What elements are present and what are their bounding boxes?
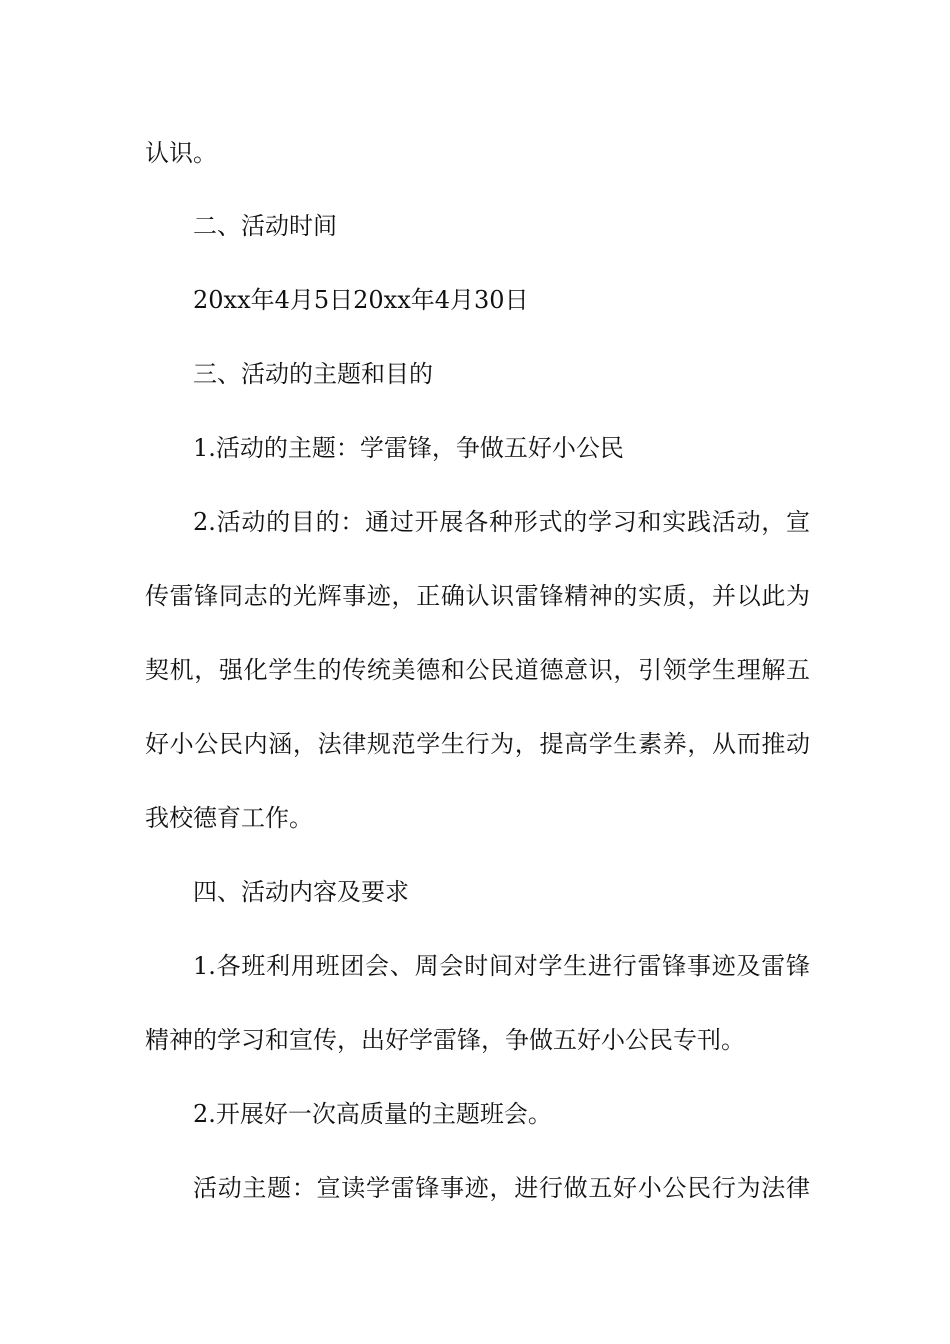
paragraph-line: 2.活动的目的：通过开展各种形式的学习和实践活动，宣 xyxy=(193,508,810,536)
paragraph-line: 1.各班利用班团会、周会时间对学生进行雷锋事迹及雷锋 xyxy=(193,952,810,980)
paragraph-line: 2.开展好一次高质量的主题班会。 xyxy=(193,1100,552,1128)
paragraph-line: 活动主题：宣读学雷锋事迹，进行做五好小公民行为法律 xyxy=(193,1174,810,1202)
paragraph-line: 契机，强化学生的传统美德和公民道德意识，引领学生理解五 xyxy=(145,656,810,684)
paragraph-line: 认识。 xyxy=(145,139,217,167)
paragraph-line: 传雷锋同志的光辉事迹，正确认识雷锋精神的实质，并以此为 xyxy=(145,582,810,610)
paragraph-line: 我校德育工作。 xyxy=(145,804,313,832)
section-heading: 三、活动的主题和目的 xyxy=(193,360,433,388)
paragraph-line: 1.活动的主题：学雷锋，争做五好小公民 xyxy=(193,434,624,462)
section-heading: 四、活动内容及要求 xyxy=(193,878,409,906)
paragraph-line: 精神的学习和宣传，出好学雷锋，争做五好小公民专刊。 xyxy=(145,1026,745,1054)
section-heading: 二、活动时间 xyxy=(193,212,337,240)
paragraph-line: 20xx年4月5日20xx年4月30日 xyxy=(193,286,529,314)
paragraph-line: 好小公民内涵，法律规范学生行为，提高学生素养，从而推动 xyxy=(145,730,810,758)
